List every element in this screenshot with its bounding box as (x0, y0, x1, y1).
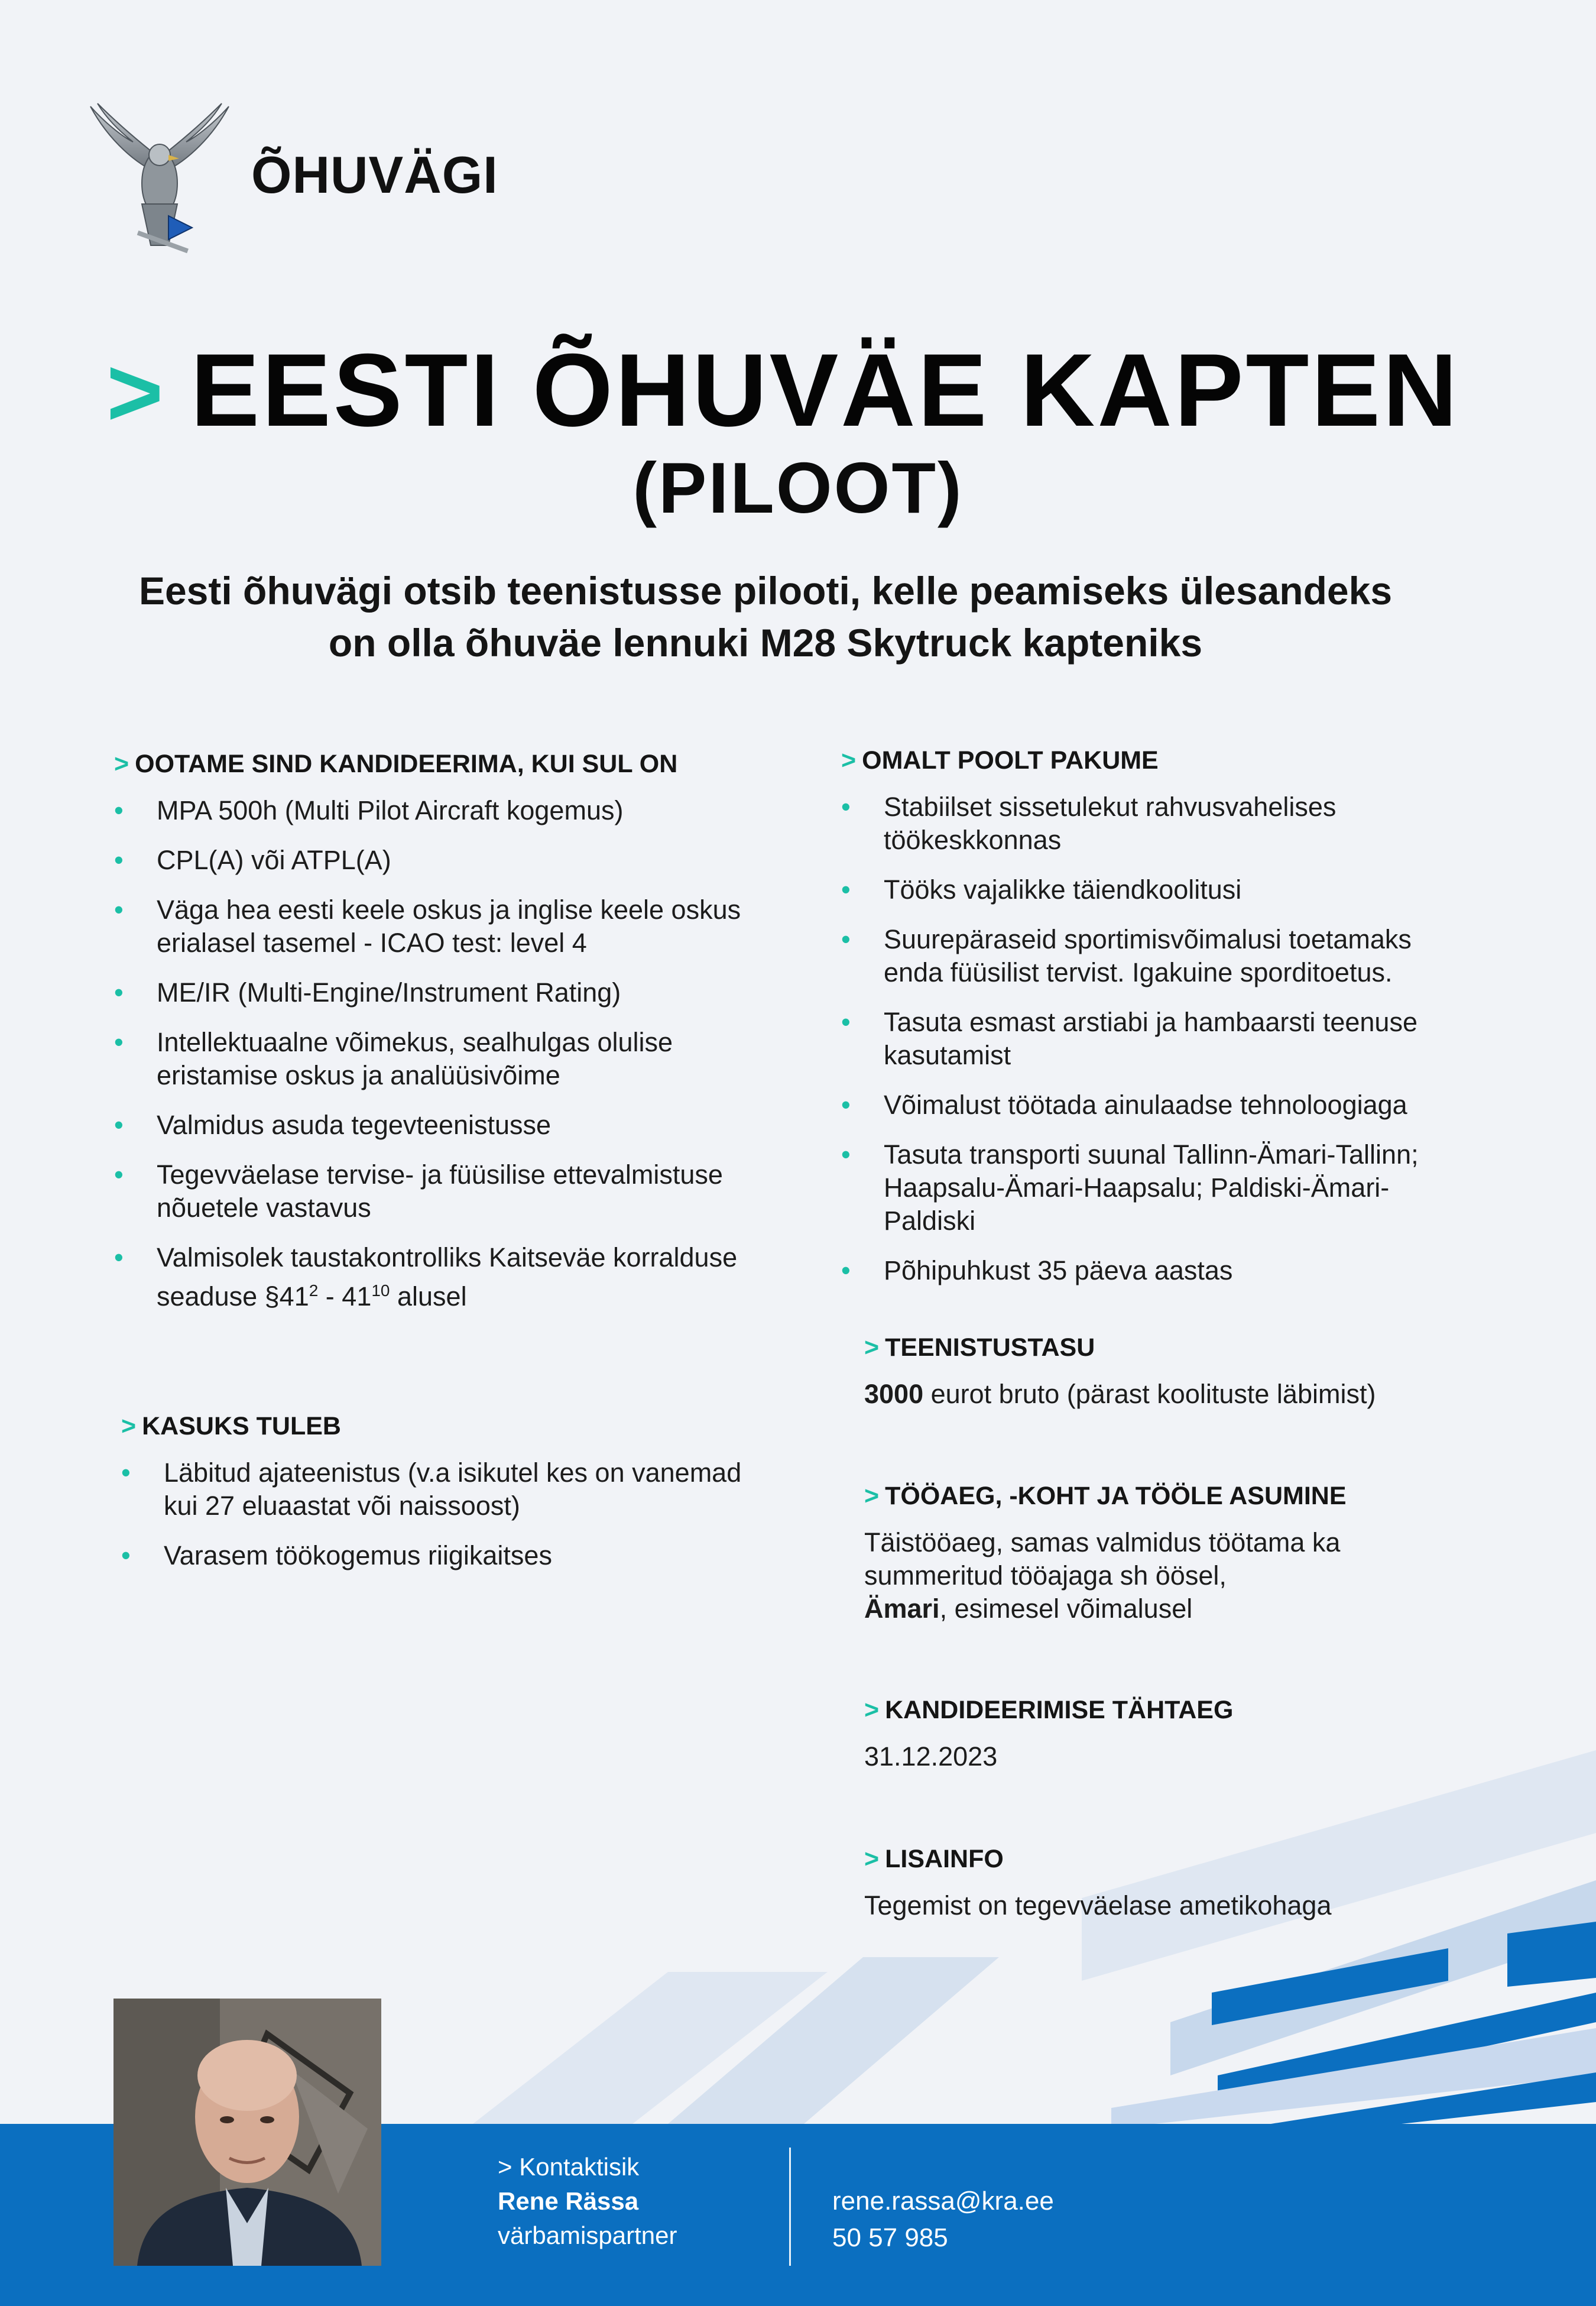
info-text: Tegemist on tegevväelase ametikohaga (864, 1890, 1332, 1920)
list-item: • ME/IR (Multi-Engine/Instrument Rating) (114, 977, 621, 1008)
contact-name: Rene Rässa (498, 2187, 639, 2215)
lead-line-1: Eesti õhuvägi otsib teenistusse pilooti, kelle peamiseks ülesandeks (138, 569, 1393, 613)
list-item: • Väga hea eesti keele oskus ja inglise keele oskus erialasel tasemel - ICAO test: level 4 (114, 895, 741, 958)
contact-person (498, 2150, 677, 2253)
contact-phone[interactable]: 50 57 985 (832, 2223, 948, 2252)
contact-details (832, 2183, 1054, 2256)
deadline-section (864, 1696, 1455, 1773)
page-title (106, 331, 1459, 450)
list-item: • Valmisolek taustakontrolliks Kaitseväe korralduse seaduse $\S 41^2 - 41^{10}$ alusel (114, 1242, 738, 1311)
list-item: • Tegevväelase tervise- ja füüsilise ettevalmistuse nõuetele vastavus (114, 1160, 723, 1223)
advantages-heading: > KASUKS TULEB (121, 1412, 341, 1440)
advantages-section (121, 1412, 789, 1589)
list-item: • Tasuta esmast arstiabi ja hambaarsti teenuse kasutamist (841, 1007, 1417, 1070)
info-section (864, 1845, 1455, 1922)
worktime-text: Täistööaeg, samas valmidus töötama ka summeritud tööajaga sh öösel, Ämari, esimesel võimalusel (864, 1527, 1341, 1624)
deadline-date: 31.12.2023 (864, 1741, 998, 1771)
list-item: • Valmidus asuda tegevteenistusse (114, 1110, 552, 1140)
worktime-heading: > TÖÖAEG, -KOHT JA TÖÖLE ASUMINE (864, 1482, 1347, 1510)
offer-heading: > OMALT POOLT PAKUME (841, 746, 1159, 775)
list-item: • MPA 500h (Multi Pilot Aircraft kogemus) (114, 795, 624, 825)
title-chevron: > (106, 338, 166, 446)
eagle-emblem-icon (86, 101, 233, 257)
salary-text: 3000 eurot bruto (pärast koolituste läbimist) (864, 1379, 1376, 1409)
salary-heading: > TEENISTUSTASU (864, 1333, 1095, 1362)
contact-role: värbamispartner (498, 2221, 677, 2249)
list-item: • Suurepäraseid sportimisvõimalusi toetamaks enda füüsilist tervist. Igakuine sporditoetus. (841, 924, 1412, 987)
lead-text (0, 565, 1531, 669)
list-item: • Tasuta transporti suunal Tallinn-Ämari-Tallinn; Haapsalu-Ämari-Haapsalu; Paldiski-Ämari-Paldiski (841, 1139, 1419, 1236)
contact-label: > Kontaktisik (498, 2153, 640, 2181)
list-item: • Varasem töökogemus riigikaitses (121, 1540, 552, 1570)
contact-photo (113, 1999, 381, 2266)
offer-list (841, 791, 1438, 1287)
salary-section (864, 1333, 1455, 1411)
lead-line-2: on olla õhuväe lennuki M28 Skytruck kapteniks (328, 621, 1203, 665)
advantages-list (121, 1456, 789, 1572)
info-heading: > LISAINFO (864, 1845, 1004, 1873)
list-item: • Tööks vajalikke täiendkoolitusi (841, 875, 1242, 905)
list-item: • Stabiilset sissetulekut rahvusvahelises töökeskkonnas (841, 792, 1337, 855)
list-item: • Läbitud ajateenistus (v.a isikutel kes on vanemad kui 27 eluaastat või naissoost) (121, 1458, 742, 1521)
requirements-section (114, 750, 782, 1330)
requirements-heading: > OOTAME SIND KANDIDEERIMA, KUI SUL ON (114, 750, 678, 778)
title-main: EESTI ÕHUVÄE KAPTEN (190, 333, 1460, 448)
brand-name: ÕHUVÄGI (251, 145, 498, 204)
list-item: • Põhipuhkust 35 päeva aastas (841, 1255, 1233, 1285)
offer-section (841, 746, 1438, 1304)
contact-email[interactable]: rene.rassa@kra.ee (832, 2187, 1054, 2216)
list-item: • Intellektuaalne võimekus, sealhulgas olulise eristamise oskus ja analüüsivõime (114, 1027, 673, 1090)
worktime-section (864, 1482, 1455, 1625)
deadline-heading: > KANDIDEERIMISE TÄHTAEG (864, 1696, 1234, 1724)
list-item: • CPL(A) või ATPL(A) (114, 845, 391, 875)
footer-divider (789, 2148, 791, 2266)
page-subtitle: (PILOOT) (632, 448, 964, 528)
list-item: • Võimalust töötada ainulaadse tehnoloogiaga (841, 1090, 1407, 1120)
requirements-list (114, 794, 782, 1313)
